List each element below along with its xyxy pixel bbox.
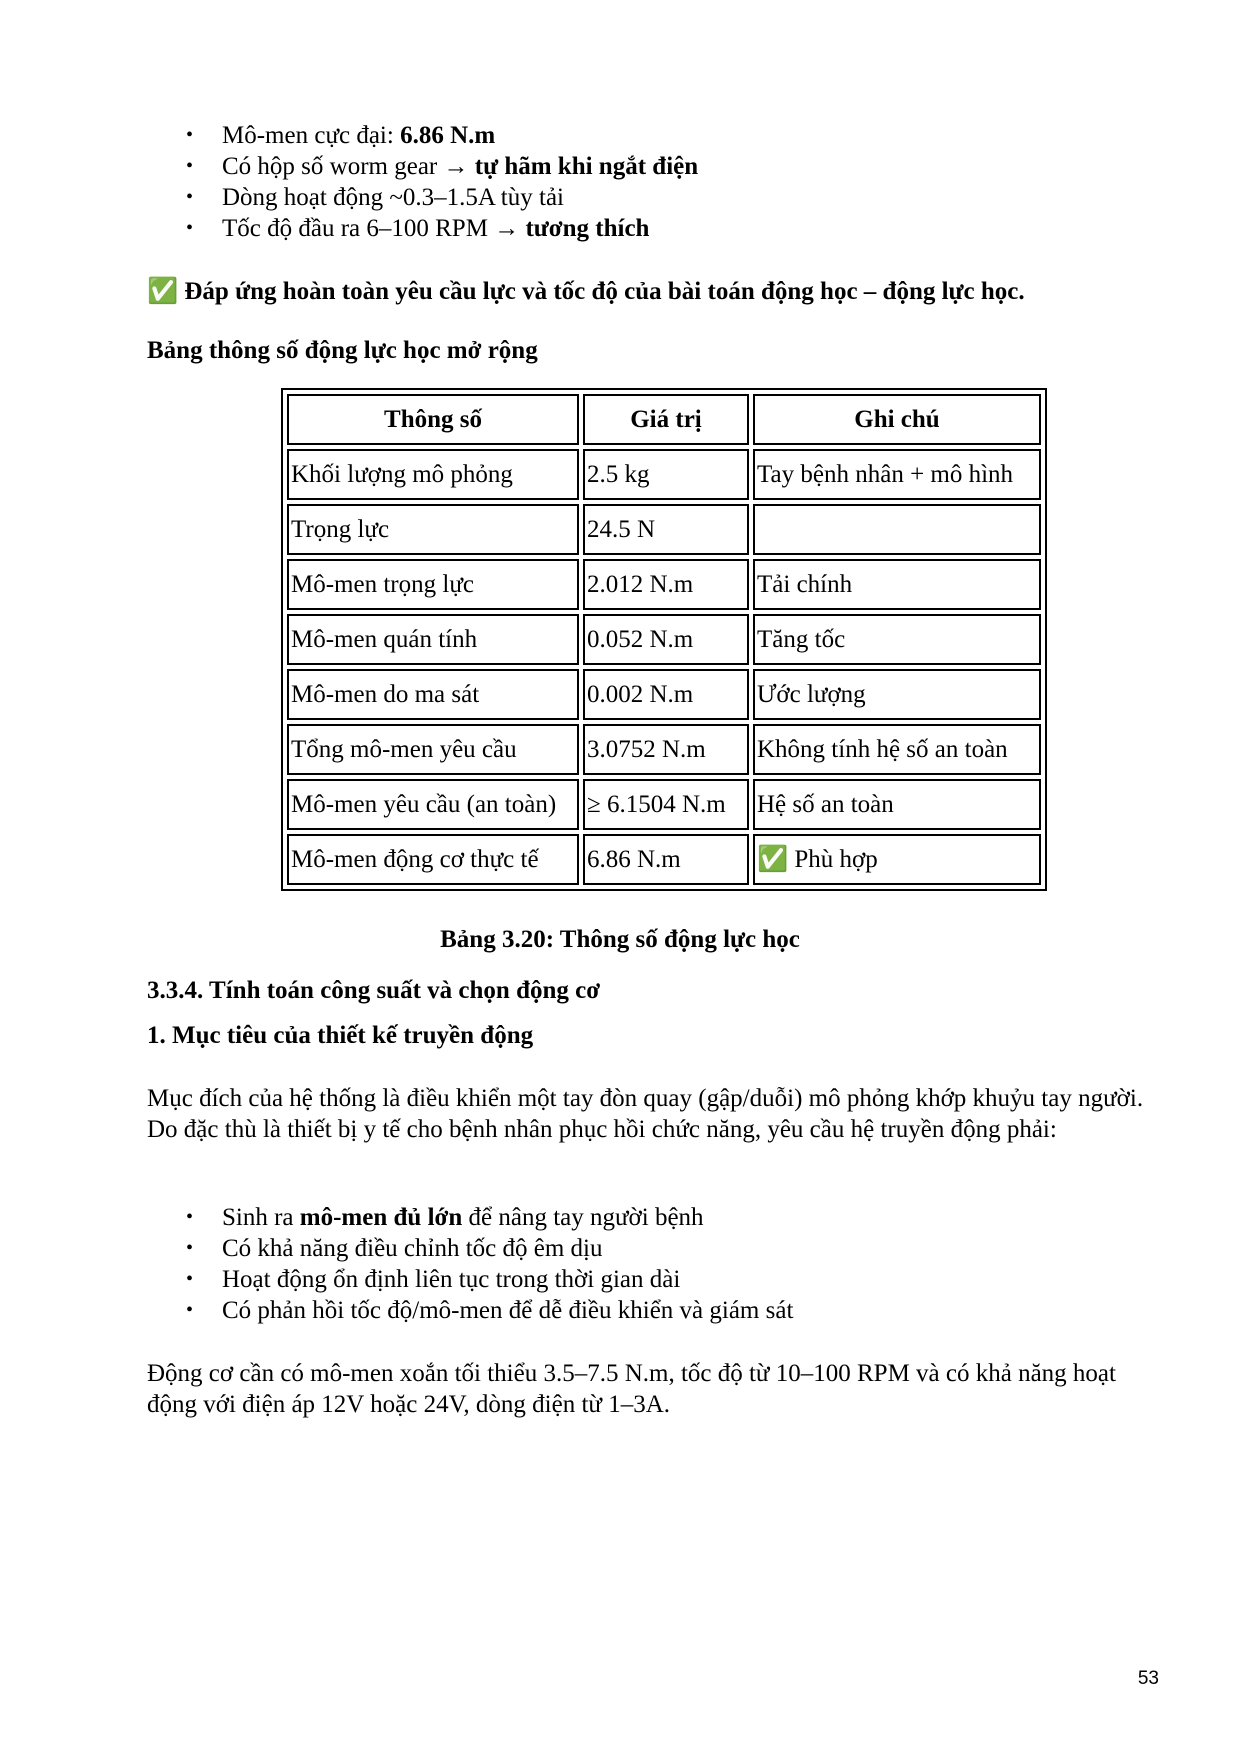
- table-cell: 2.5 kg: [583, 449, 749, 500]
- table-header-row: [287, 394, 1041, 445]
- list-item: • Hoạt động ổn định liên tục trong thời gian dài: [186, 1264, 793, 1295]
- section-heading: 3.3.4. Tính toán công suất và chọn động cơ: [147, 977, 601, 1004]
- table-row: [287, 779, 1041, 830]
- table-cell: Tay bệnh nhân + mô hình: [753, 449, 1041, 500]
- table-cell: ✅ Phù hợp: [753, 834, 1041, 885]
- table-cell: 0.002 N.m: [583, 669, 749, 720]
- table-cell: ≥ 6.1504 N.m: [583, 779, 749, 830]
- list-item: • Tốc độ đầu ra 6–100 RPM → tương thích: [186, 213, 698, 244]
- table-row: [287, 669, 1041, 720]
- table-cell: 3.0752 N.m: [583, 724, 749, 775]
- list-item: • Có hộp số worm gear → tự hãm khi ngắt điện: [186, 151, 698, 182]
- table-cell: Trọng lực: [287, 504, 579, 555]
- table-cell: Tăng tốc: [753, 614, 1041, 665]
- table-cell: 6.86 N.m: [583, 834, 749, 885]
- table-cell: 24.5 N: [583, 504, 749, 555]
- table-cell: Tổng mô-men yêu cầu: [287, 724, 579, 775]
- table-title: Bảng thông số động lực học mở rộng: [147, 337, 538, 364]
- table-cell: Hệ số an toàn: [753, 779, 1041, 830]
- table-cell: Ước lượng: [753, 669, 1041, 720]
- paragraph-motor-requirements: Động cơ cần có mô-men xoắn tối thiểu 3.5–7.5 N.m, tốc độ từ 10–100 RPM và có khả năng hoạt động với điện áp 12V hoặc 24V, dòng điện từ 1–3A.: [147, 1360, 1116, 1418]
- conclusion-line: ✅ Đáp ứng hoàn toàn yêu cầu lực và tốc độ của bài toán động học – động lực học.: [147, 278, 1025, 305]
- table-cell: 0.052 N.m: [583, 614, 749, 665]
- header-cell: Thông số: [287, 394, 579, 445]
- list-item: • Mô-men cực đại: 6.86 N.m: [186, 120, 698, 151]
- table-cell: Mô-men do ma sát: [287, 669, 579, 720]
- list-item: • Sinh ra mô-men đủ lớn để nâng tay người bệnh: [186, 1202, 793, 1233]
- table-cell: Tải chính: [753, 559, 1041, 610]
- table-cell: Mô-men yêu cầu (an toàn): [287, 779, 579, 830]
- table-row: [287, 449, 1041, 500]
- table-cell: 2.012 N.m: [583, 559, 749, 610]
- table-cell: Mô-men động cơ thực tế: [287, 834, 579, 885]
- paragraph-purpose: Mục đích của hệ thống là điều khiển một tay đòn quay (gập/duỗi) mô phỏng khớp khuỷu tay người. Do đặc thù là thiết bị y tế cho bệnh nhân phục hồi chức năng, yêu cầu hệ truyền động phải:: [147, 1085, 1144, 1143]
- table-row: [287, 614, 1041, 665]
- dynamics-table: [281, 388, 1047, 891]
- header-cell: Giá trị: [583, 394, 749, 445]
- table-caption: Bảng 3.20: Thông số động lực học: [440, 926, 800, 953]
- table-cell: Mô-men quán tính: [287, 614, 579, 665]
- table-cell: Khối lượng mô phỏng: [287, 449, 579, 500]
- table-cell: Không tính hệ số an toàn: [753, 724, 1041, 775]
- page-number: 53: [1137, 1668, 1159, 1689]
- table-row: [287, 504, 1041, 555]
- table-cell: Mô-men trọng lực: [287, 559, 579, 610]
- table-cell: [753, 504, 1041, 555]
- subsection-heading: 1. Mục tiêu của thiết kế truyền động: [147, 1022, 534, 1049]
- table-row: [287, 834, 1041, 885]
- list-item: • Có khả năng điều chỉnh tốc độ êm dịu: [186, 1233, 793, 1264]
- table-row: [287, 724, 1041, 775]
- requirements-list: [186, 1202, 793, 1326]
- motor-spec-list: [186, 120, 698, 244]
- list-item: • Dòng hoạt động ~0.3–1.5A tùy tải: [186, 182, 698, 213]
- header-cell: Ghi chú: [753, 394, 1041, 445]
- list-item: • Có phản hồi tốc độ/mô-men để dễ điều khiển và giám sát: [186, 1295, 793, 1326]
- table-row: [287, 559, 1041, 610]
